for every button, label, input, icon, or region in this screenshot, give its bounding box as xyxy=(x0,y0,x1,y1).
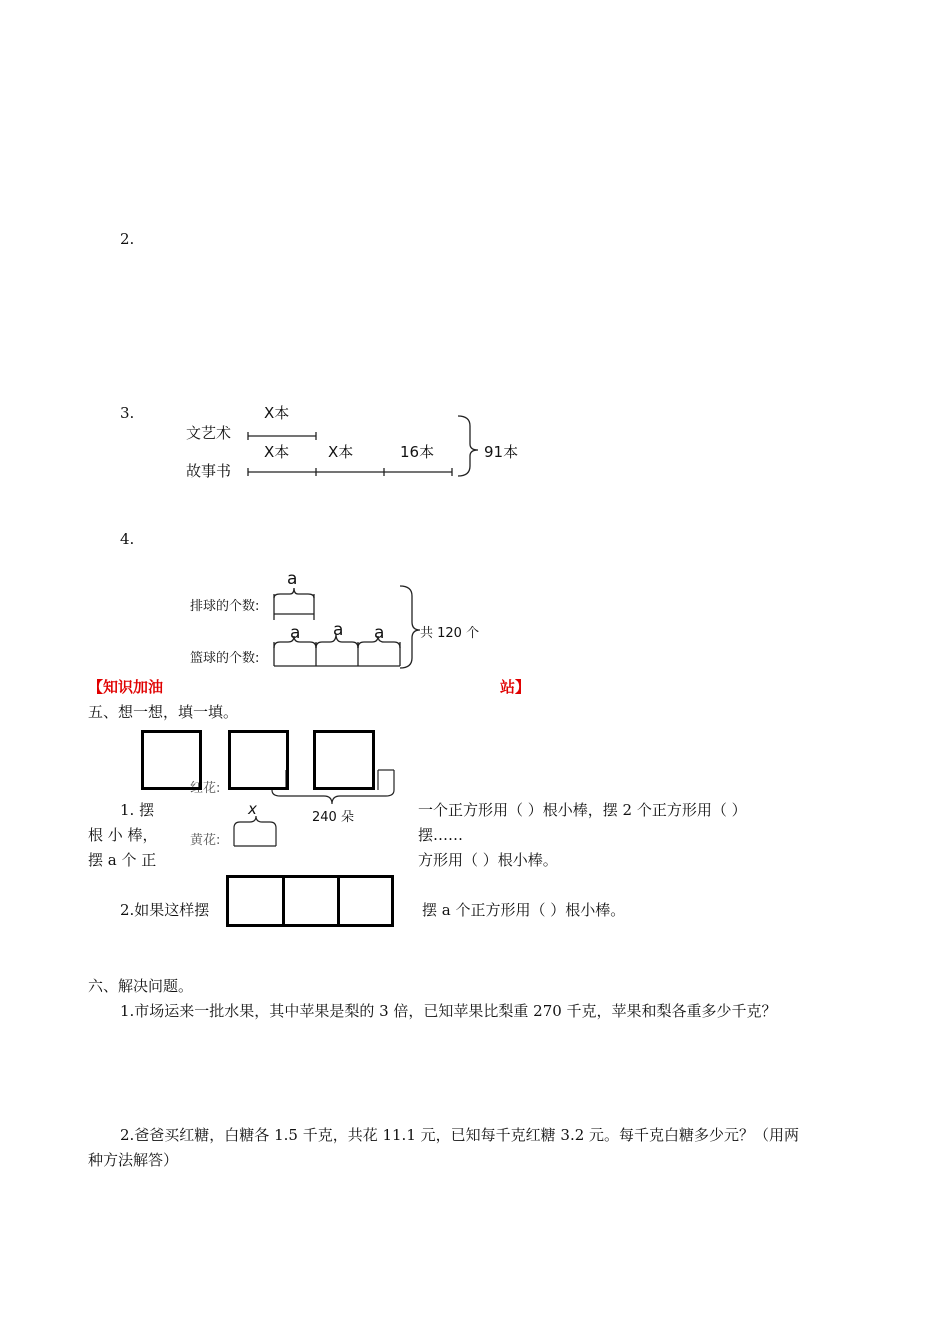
q5-1-line1: 一个正方形用（ ）根小棒，摆 2 个正方形用（ ） xyxy=(418,801,747,819)
var-a-b3: a xyxy=(374,623,385,643)
var-a-b2: a xyxy=(333,620,344,640)
item-number-2: 2. xyxy=(120,230,135,248)
q6-2-line2: 种方法解答） xyxy=(88,1151,179,1169)
row-label-volleyball: 排球的个数: xyxy=(190,599,260,614)
section-5-title: 五、想一想，填一填。 xyxy=(88,703,239,721)
segment-lines xyxy=(240,410,480,480)
yellow-flower-label: 黄花: xyxy=(190,833,221,848)
flower-total: 240 朵 xyxy=(312,810,354,825)
square-row xyxy=(226,875,394,927)
square-row-divider-1 xyxy=(282,878,285,924)
square-two-b xyxy=(313,730,375,790)
row-label-art: 文艺术 xyxy=(186,424,232,442)
segment-label-3: 16本 xyxy=(400,443,435,461)
section-6-title: 六、解决问题。 xyxy=(88,977,194,995)
var-a-top: a xyxy=(287,569,298,589)
var-a-b1: a xyxy=(290,623,301,643)
total-label: 91本 xyxy=(484,443,519,461)
q5-2-prefix: 2.如果这样摆 xyxy=(120,901,210,919)
q5-1-line2-right: 摆…… xyxy=(418,826,464,844)
q5-1-line3-right: 方形用（ ）根小棒。 xyxy=(418,851,558,869)
red-flower-label: 红花: xyxy=(190,781,221,796)
q6-2-line1: 2.爸爸买红糖，白糖各 1.5 千克，共花 11.1 元，已知每千克红糖 3.2 元。每千克白糖多少元？（用两 xyxy=(120,1126,800,1144)
segment-label-top: X本 xyxy=(264,404,290,422)
item-number-4: 4. xyxy=(120,530,135,548)
segment-label-1: X本 xyxy=(264,443,290,461)
square-row-divider-2 xyxy=(337,878,340,924)
q6-1: 1.市场运来一批水果，其中苹果是梨的 3 倍，已知苹果比梨重 270 千克，苹果和梨各重多少千克？ xyxy=(120,1002,777,1020)
q5-1-prefix: 1. 摆 xyxy=(120,801,155,819)
knowledge-header-left: 【知识加油 xyxy=(88,678,164,696)
ball-segment-lines xyxy=(266,584,426,674)
total-label-balls: 共 120 个 xyxy=(420,626,480,641)
segment-label-2: X本 xyxy=(328,443,354,461)
item-number-3: 3. xyxy=(120,404,135,422)
row-label-story: 故事书 xyxy=(186,462,232,480)
square-one xyxy=(141,730,202,790)
flower-var-x: x xyxy=(248,800,257,818)
q5-1-line2-left: 根 小 棒， xyxy=(88,826,158,844)
q5-1-line3-left: 摆 a 个 正 xyxy=(88,851,157,869)
q5-2-text: 摆 a 个正方形用（ ）根小棒。 xyxy=(422,901,626,919)
row-label-basketball: 篮球的个数: xyxy=(190,651,260,666)
knowledge-header-right: 站】 xyxy=(500,678,531,696)
square-two-a xyxy=(228,730,289,790)
